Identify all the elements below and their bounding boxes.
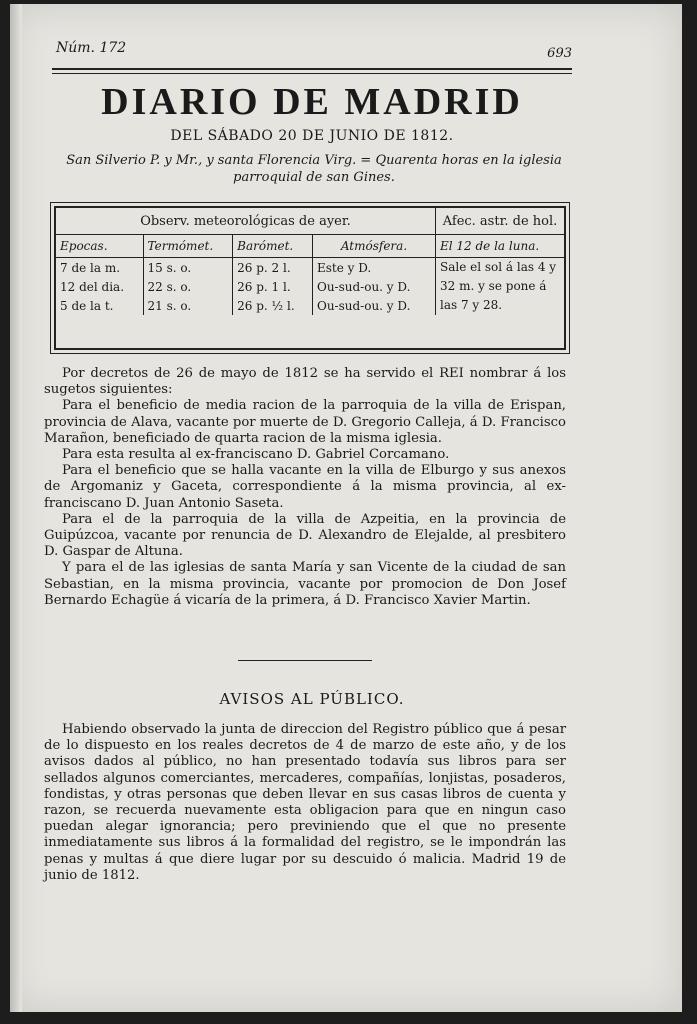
cell-termo: 22 s. o. (143, 277, 233, 296)
cell-atmos: Ou-sud-ou. y D. (312, 277, 435, 296)
paragraph: Para el beneficio de media racion de la parroquia de la villa de Erispan, provincia de Alava, vacante por muerte de D. Gregorio Calleja, á D. Francisco Marañon, beneficiado de quarta racion de la misma iglesia. (44, 398, 566, 446)
astro-text: Sale el sol á las 4 y 32 m. y se pone á las 7 y 28. (436, 258, 565, 316)
table-row (56, 258, 564, 278)
cell-epoca: 12 del dia. (60, 279, 125, 294)
paragraph: Habiendo observado la junta de direccion del Registro público que á pesar de lo dispuesto en los reales decretos de 4 de marzo de este año, y de los avisos dados al público, no han presentado todavía sus libros para ser sellados algunos comerciantes, mercaderes, compañías, lonjistas, posaderos, fondistas, y otras personas que deben llevar en sus casas libros de cuenta y razon, se recuerda nuevamente esta obligacion para que en ningun caso puedan alegar ignorancia; pero previniendo que el que no presente inmediatamente sus libros á la formalidad del registro, se le impondrán las penas y multas á que diere lugar por su descuido ó malicia. Madrid 19 de junio de 1812. (44, 722, 566, 883)
weather-caption: Observ. meteorológicas de ayer. (56, 208, 436, 235)
col-termometro: Termómet. (143, 235, 233, 258)
decree-article (44, 366, 566, 609)
cell-baro: 26 p. ½ l. (233, 296, 313, 315)
section-divider (238, 660, 372, 661)
cell-epoca: 5 de la t. (60, 298, 114, 313)
cell-termo: 21 s. o. (143, 296, 233, 315)
astro-caption: Afec. astr. de hol. (436, 208, 565, 235)
cell-baro: 26 p. 1 l. (233, 277, 313, 296)
col-luna: El 12 de la luna. (436, 235, 565, 258)
cell-termo: 15 s. o. (143, 258, 233, 278)
paragraph: Y para el de las iglesias de santa María y san Vicente de la ciudad de san Sebastian, en la misma provincia, vacante por promocion de Don Josef Bernardo Echagüe á vicaría de la primera, á D. Francisco Xavier Martin. (44, 560, 566, 608)
paragraph: Para el de la parroquia de la villa de Azpeitia, en la provincia de Guipúzcoa, vacante por renuncia de D. Alexandro de Elejalde, al presbitero D. Gaspar de Altuna. (44, 511, 566, 560)
cell-atmos: Este y D. (312, 258, 435, 278)
weather-table (54, 206, 566, 350)
masthead-top-line (52, 40, 572, 64)
newspaper-title: DIARIO DE MADRID (101, 81, 523, 123)
cell-baro: 26 p. 2 l. (233, 258, 313, 278)
col-epocas: Epocas. (56, 235, 143, 258)
cell-atmos: Ou-sud-ou. y D. (312, 296, 435, 315)
page-gutter (10, 4, 22, 1012)
masthead-rule (52, 68, 572, 74)
paragraph: Por decretos de 26 de mayo de 1812 se ha servido el REI nombrar á los sugetos siguientes: (44, 366, 566, 398)
saints-of-the-day: San Silverio P. y Mr., y santa Florencia Virg. = Quarenta horas en la iglesia parroquial de san Gines. (66, 153, 562, 185)
issue-number: Núm. 172 (56, 40, 127, 56)
issue-date: DEL SÁBADO 20 DE JUNIO DE 1812. (170, 128, 454, 144)
col-barometro: Barómet. (233, 235, 313, 258)
page-number: 693 (547, 46, 572, 61)
avisos-article (44, 722, 566, 884)
col-atmosfera: Atmósfera. (312, 235, 435, 258)
avisos-heading: AVISOS AL PÚBLICO. (219, 690, 405, 708)
paragraph: Para el beneficio que se halla vacante en la villa de Elburgo y sus anexos de Argomaniz y Gaceta, correspondiente á la misma provincia, al ex-franciscano D. Juan Antonio Saseta. (44, 463, 566, 511)
paragraph: Para esta resulta al ex-franciscano D. Gabriel Corcamano. (62, 447, 450, 463)
cell-epoca: 7 de la m. (60, 260, 121, 275)
